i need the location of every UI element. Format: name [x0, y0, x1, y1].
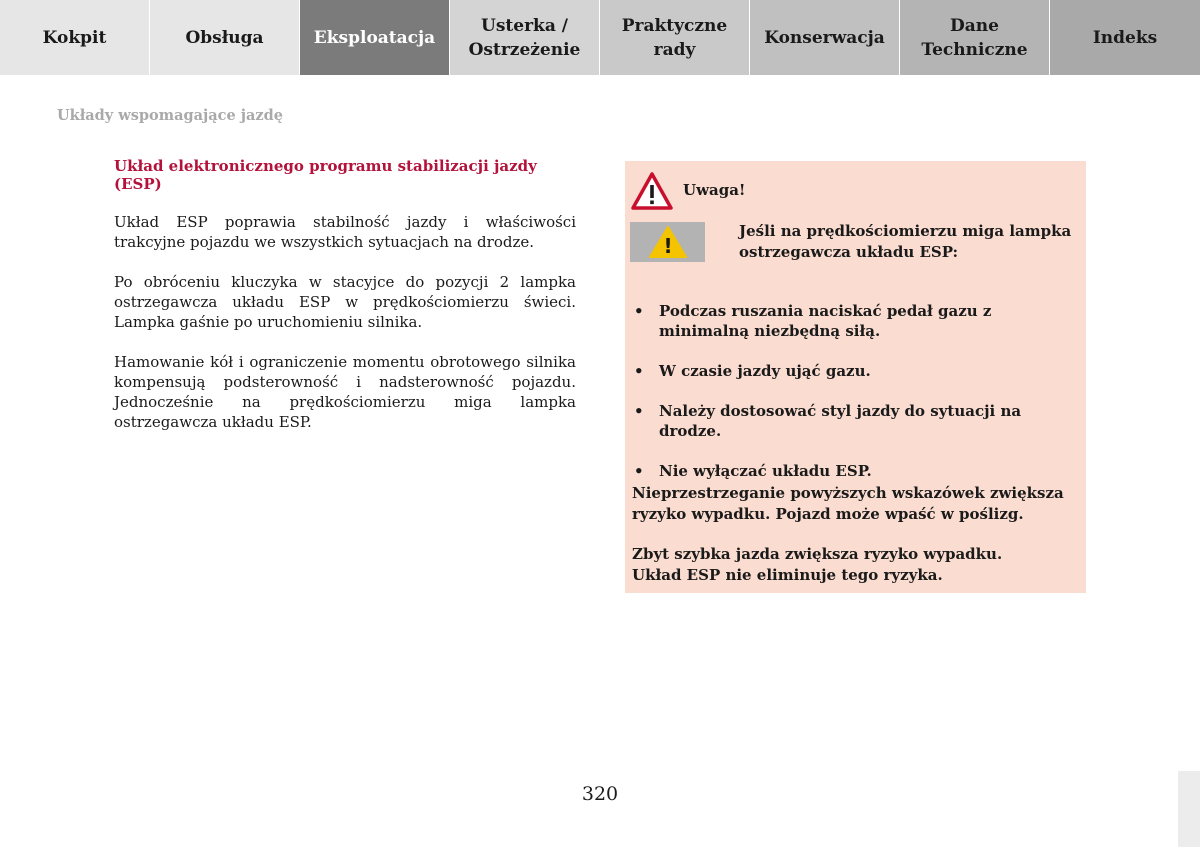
warning-intro: Jeśli na prędkościomierzu miga lampka ostrzegawcza układu ESP: [739, 222, 1072, 261]
page-edge-tab [1178, 771, 1200, 847]
esp-lamp-triangle [648, 225, 688, 259]
warning-bullet-list [632, 301, 1078, 501]
article-heading: Układ elektronicznego programu stabilizacji jazdy (ESP) [114, 157, 537, 193]
article-paragraph: Po obróceniu kluczyka w stacyjce do pozycji 2 lampka ostrzegawcza układu ESP w prędkościomierzu świeci. Lampka gaśnie po uruchomieniu silnika. [114, 273, 576, 331]
tab-indeks[interactable] [1050, 0, 1200, 75]
tab-dane-techniczne[interactable] [900, 0, 1049, 75]
warning-box [625, 161, 1086, 593]
bullet-dot: • [634, 402, 644, 420]
tab-label: Obsługa [185, 27, 264, 48]
bullet-text: Nie wyłączać układu ESP. [659, 462, 872, 480]
bullet-text: Podczas ruszania naciskać pedał gazu z minimalną niezbędną siłą. [659, 302, 992, 340]
list-item [632, 361, 1078, 381]
tab-label: Dane Techniczne [921, 15, 1028, 60]
warning-label: Uwaga! [683, 181, 746, 199]
tab-label: Indeks [1092, 27, 1158, 48]
list-item [632, 401, 1078, 441]
tab-label: Usterka / Ostrzeżenie [468, 15, 581, 60]
page-number: 320 [581, 783, 619, 805]
consequence-text: Zbyt szybka jazda zwiększa ryzyko wypadku. Układ ESP nie eliminuje tego ryzyka. [632, 545, 1003, 584]
bullet-dot: • [634, 302, 644, 320]
bullet-dot: • [634, 462, 644, 480]
tab-label: Praktyczne rady [621, 15, 728, 60]
tab-konserwacja[interactable] [750, 0, 899, 75]
esp-warning-lamp-icon [630, 222, 705, 262]
tab-praktyczne-rady[interactable] [600, 0, 749, 75]
tab-label: Eksploatacja [313, 27, 436, 48]
article-paragraph: Układ ESP poprawia stabilność jazdy i właściwości trakcyjne pojazdu we wszystkich sytuacjach na drodze. [114, 213, 576, 251]
bullet-text: Należy dostosować styl jazdy do sytuacji na drodze. [659, 402, 1022, 440]
section-title: Układy wspomagające jazdę [57, 107, 283, 124]
warning-triangle-icon [631, 171, 673, 211]
list-item [632, 461, 1078, 481]
bullet-dot: • [634, 362, 644, 380]
tab-usterka-ostrzezenie[interactable] [450, 0, 599, 75]
tab-label: Kokpit [42, 27, 107, 48]
article [114, 157, 576, 452]
warning-consequences [632, 483, 1078, 605]
tab-obsluga[interactable] [150, 0, 299, 75]
consequence-text: Nieprzestrzeganie powyższych wskazówek zwiększa ryzyko wypadku. Pojazd może wpaść w poślizg. [632, 484, 1064, 523]
tab-eksploatacja[interactable] [300, 0, 449, 75]
list-item [632, 301, 1078, 341]
article-paragraph: Hamowanie kół i ograniczenie momentu obrotowego silnika kompensują podsterowność i nadsterowność pojazdu. Jednocześnie na prędkościomierzu miga lampka ostrzegawcza układu ESP. [114, 353, 576, 431]
chapter-tabs [0, 0, 1200, 75]
esp-lamp-symbol: ! [662, 234, 673, 258]
bullet-text: W czasie jazdy ująć gazu. [659, 362, 871, 380]
tab-kokpit[interactable] [0, 0, 149, 75]
tab-label: Konserwacja [764, 27, 885, 48]
